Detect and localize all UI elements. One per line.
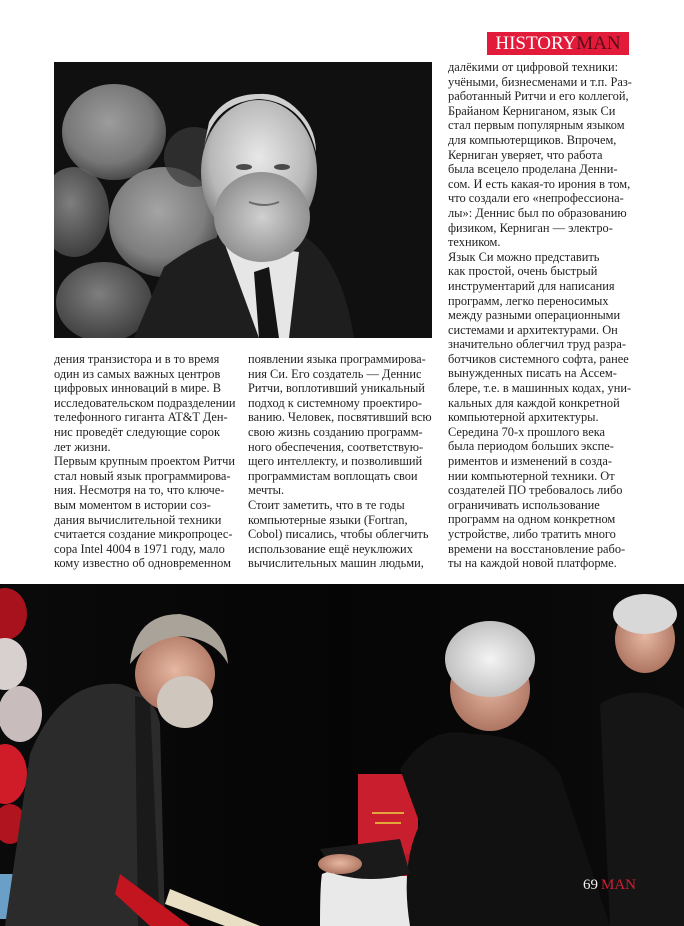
- text-line: для компьютерщиков. Впрочем,: [448, 132, 617, 147]
- section-badge: [487, 32, 629, 55]
- text-line: работанный Ритчи и его коллегой,: [448, 89, 629, 104]
- text-line: ботчиков системного софта, ранее: [448, 351, 629, 366]
- text-line: устройстве, либо тратить много: [448, 527, 616, 541]
- section-name-part2: MAN: [576, 33, 621, 54]
- text-line: свою жизнь созданию программ-: [248, 424, 423, 439]
- text-line: сора Intel 4004 в 1971 году, мало: [54, 541, 225, 556]
- text-line: сом. И есть какая-то ирония в том,: [448, 176, 631, 191]
- text-line: риментов и изменений в созда-: [448, 454, 612, 469]
- text-line: кому известно об одновременном: [54, 556, 231, 571]
- text-line: значительно облегчил труд разра-: [448, 337, 626, 352]
- text-line: учёными, бизнесменами и т.п. Раз-: [448, 74, 632, 89]
- text-line: системами и архитектурами. Он: [448, 322, 618, 337]
- text-line: дания вычислительной техники: [54, 512, 222, 527]
- text-line: стал новый язык программирова-: [54, 468, 231, 483]
- text-line: что создали его «непрофессиона-: [448, 191, 624, 206]
- text-line: цифровых инноваций в мире. В: [54, 381, 221, 396]
- text-line: исследовательском подразделении: [54, 395, 236, 410]
- text-line: мечты.: [248, 483, 285, 498]
- text-line: ванию. Человек, посвятивший всю: [248, 410, 432, 425]
- text-line: между разными операционными: [448, 308, 621, 323]
- text-line: Первым крупным проектом Ритчи: [54, 454, 236, 469]
- section-name-part1: HISTORY: [495, 33, 577, 54]
- text-line: была периодом больших экспе-: [448, 439, 614, 454]
- text-line: ограничивать использование: [448, 497, 600, 512]
- text-line: щего интеллекту, и позволивший: [248, 454, 423, 469]
- text-line: лы»: Деннис был по образованию: [448, 205, 627, 220]
- text-line: Язык Си можно представить: [448, 249, 600, 264]
- text-line: лет жизни.: [54, 439, 111, 454]
- text-line: Брайаном Керниганом, язык Си: [448, 103, 616, 118]
- text-line: компьютерной архитектуры.: [448, 410, 599, 425]
- text-line: подход к системному проектиро-: [248, 395, 423, 410]
- text-line: Cobol) писались, чтобы облегчить: [248, 527, 429, 542]
- text-line: инструментарий для написания: [448, 278, 615, 293]
- text-line: стал первым популярным языком: [448, 118, 625, 133]
- text-line: дения транзистора и в то время: [54, 352, 220, 366]
- text-line: физиком, Керниган — электро-: [448, 220, 613, 235]
- text-line: была всецело проделана Денни-: [448, 162, 618, 177]
- text-line: телефонного гиганта AT&T Ден-: [54, 410, 228, 425]
- text-line: времени на восстановление рабо-: [448, 541, 626, 556]
- text-line: ты на каждой новой платформе.: [448, 556, 617, 571]
- magazine-name: MAN: [601, 877, 637, 893]
- text-line: программ, легко переносимых: [448, 293, 609, 308]
- text-line: программ на одном конкретном: [448, 512, 616, 527]
- text-line: Стоит заметить, что в те годы: [248, 497, 405, 512]
- text-line: компьютерные языки (Fortran,: [248, 512, 408, 527]
- article-column-3: [448, 60, 638, 571]
- text-line: вычислительных машин людьми,: [248, 556, 424, 571]
- text-line: ния. Несмотря на то, что ключе-: [54, 483, 225, 498]
- text-line: ного обеспечения, соответствую-: [248, 439, 424, 454]
- text-line: как простой, очень быстрый: [448, 264, 598, 279]
- text-line: нис проведёт следующие сорок: [54, 424, 220, 439]
- article-column-1: [54, 352, 239, 571]
- page-number: 69: [583, 877, 598, 893]
- text-line: блере, т.е. в машинных кодах, уни-: [448, 381, 632, 396]
- page-folio: [583, 877, 636, 894]
- text-line: появлении языка программирова-: [248, 352, 426, 366]
- portrait-photo: [54, 62, 432, 338]
- text-line: использование ещё неуклюжих: [248, 541, 413, 556]
- text-line: Керниган уверяет, что работа: [448, 147, 603, 162]
- text-line: один из самых важных центров: [54, 366, 221, 381]
- text-line: далёкими от цифровой техники:: [448, 60, 619, 74]
- text-line: Ритчи, воплотивший уникальный: [248, 381, 425, 396]
- text-line: считается создание микропроцес-: [54, 527, 233, 542]
- text-line: программистам воплощать свои: [248, 468, 418, 483]
- text-line: ния Си. Его создатель — Деннис: [248, 366, 422, 381]
- text-line: техником.: [448, 235, 501, 250]
- ceremony-photo: [0, 584, 684, 926]
- text-line: вынужденных писать на Ассем-: [448, 366, 617, 381]
- text-line: кальных для каждой конкретной: [448, 395, 620, 410]
- text-line: вым моментом в истории соз-: [54, 497, 211, 512]
- article-column-2: [248, 352, 438, 571]
- text-line: создателей ПО требовалось либо: [448, 483, 623, 498]
- text-line: нии компьютерной техники. От: [448, 468, 615, 483]
- text-line: Середина 70-х прошлого века: [448, 424, 606, 439]
